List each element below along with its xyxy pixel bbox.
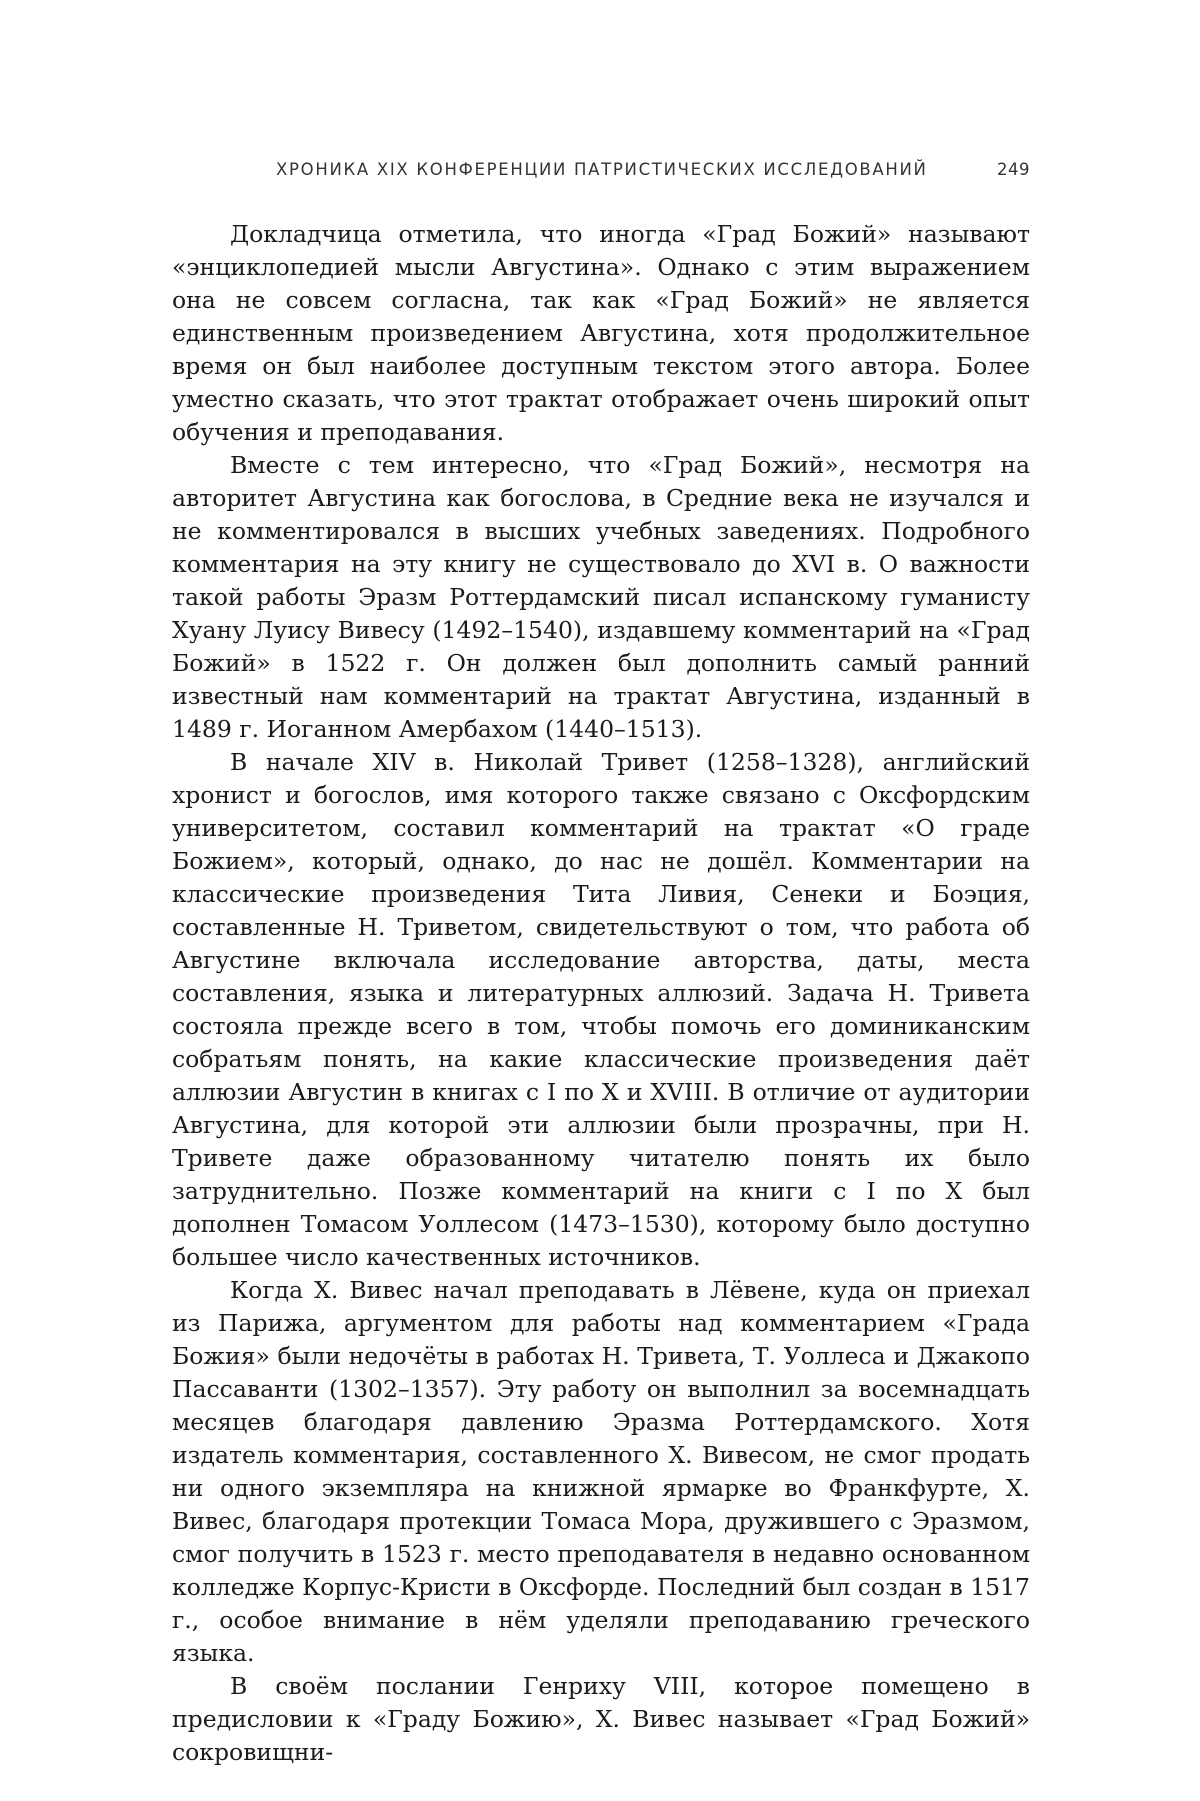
running-head xyxy=(172,160,1030,184)
paragraph: В своём послании Генриху VIII, которое помещено в предисловии к «Граду Божию», Х. Вивес называет «Град Божий» сокровищни- xyxy=(172,1672,1030,1766)
paragraph: Докладчица отметила, что иногда «Град Божий» называют «энциклопедией мысли Августина». Однако с этим выражением она не совсем согласна, так как «Град Божий» не является единственным произведением Августина, хотя продолжительное время он был наиболее доступным текстом этого автора. Более уместно сказать, что этот трактат отображает очень широкий опыт обучения и преподавания. xyxy=(172,220,1030,446)
paragraph: В начале XIV в. Николай Тривет (1258–1328), английский хронист и богослов, имя которого также связано с Оксфордским университетом, составил комментарий на трактат «О граде Божием», который, однако, до нас не дошёл. Комментарии на классические произведения Тита Ливия, Сенеки и Боэция, составленные Н. Триветом, свидетельствуют о том, что работа об Августине включала исследование авторства, даты, места составления, языка и литературных аллюзий. Задача Н. Тривета состояла прежде всего в том, чтобы помочь его доминиканским собратьям понять, на какие классические произведения даёт аллюзии Августин в книгах с I по X и XVIII. В отличие от аудитории Августина, для которой эти аллюзии были прозрачны, при Н. Тривете даже образованному читателю понять их было затруднительно. Позже комментарий на книги с I по X был дополнен Томасом Уоллесом (1473–1530), которому было доступно большее число качественных источников. xyxy=(172,748,1030,1271)
page-number: 249 xyxy=(997,160,1030,179)
running-title: ХРОНИКА XIX КОНФЕРЕНЦИИ ПАТРИСТИЧЕСКИХ ИССЛЕДОВАНИЙ xyxy=(276,160,928,179)
paragraph: Вместе с тем интересно, что «Град Божий», несмотря на авторитет Августина как богослова, в Средние века не изучался и не комментировался в высших учебных заведениях. Подробного комментария на эту книгу не существовало до XVI в. О важности такой работы Эразм Роттердамский писал испанскому гуманисту Хуану Луису Вивесу (1492–1540), издавшему комментарий на «Град Божий» в 1522 г. Он должен был дополнить самый ранний известный нам комментарий на трактат Августина, изданный в 1489 г. Иоганном Амербахом (1440–1513). xyxy=(172,451,1030,743)
body-text xyxy=(172,218,1030,1769)
paragraph: Когда Х. Вивес начал преподавать в Лёвене, куда он приехал из Парижа, аргументом для работы над комментарием «Града Божия» были недочёты в работах Н. Тривета, Т. Уоллеса и Джакопо Пассаванти (1302–1357). Эту работу он выполнил за восемнадцать месяцев благодаря давлению Эразма Роттердамского. Хотя издатель комментария, составленного Х. Вивесом, не смог продать ни одного экземпляра на книжной ярмарке во Франкфурте, Х. Вивес, благодаря протекции Томаса Мора, дружившего с Эразмом, смог получить в 1523 г. место преподавателя в недавно основанном колледже Корпус-Кристи в Оксфорде. Последний был создан в 1517 г., особое внимание в нём уделяли преподаванию греческого языка. xyxy=(172,1276,1031,1667)
